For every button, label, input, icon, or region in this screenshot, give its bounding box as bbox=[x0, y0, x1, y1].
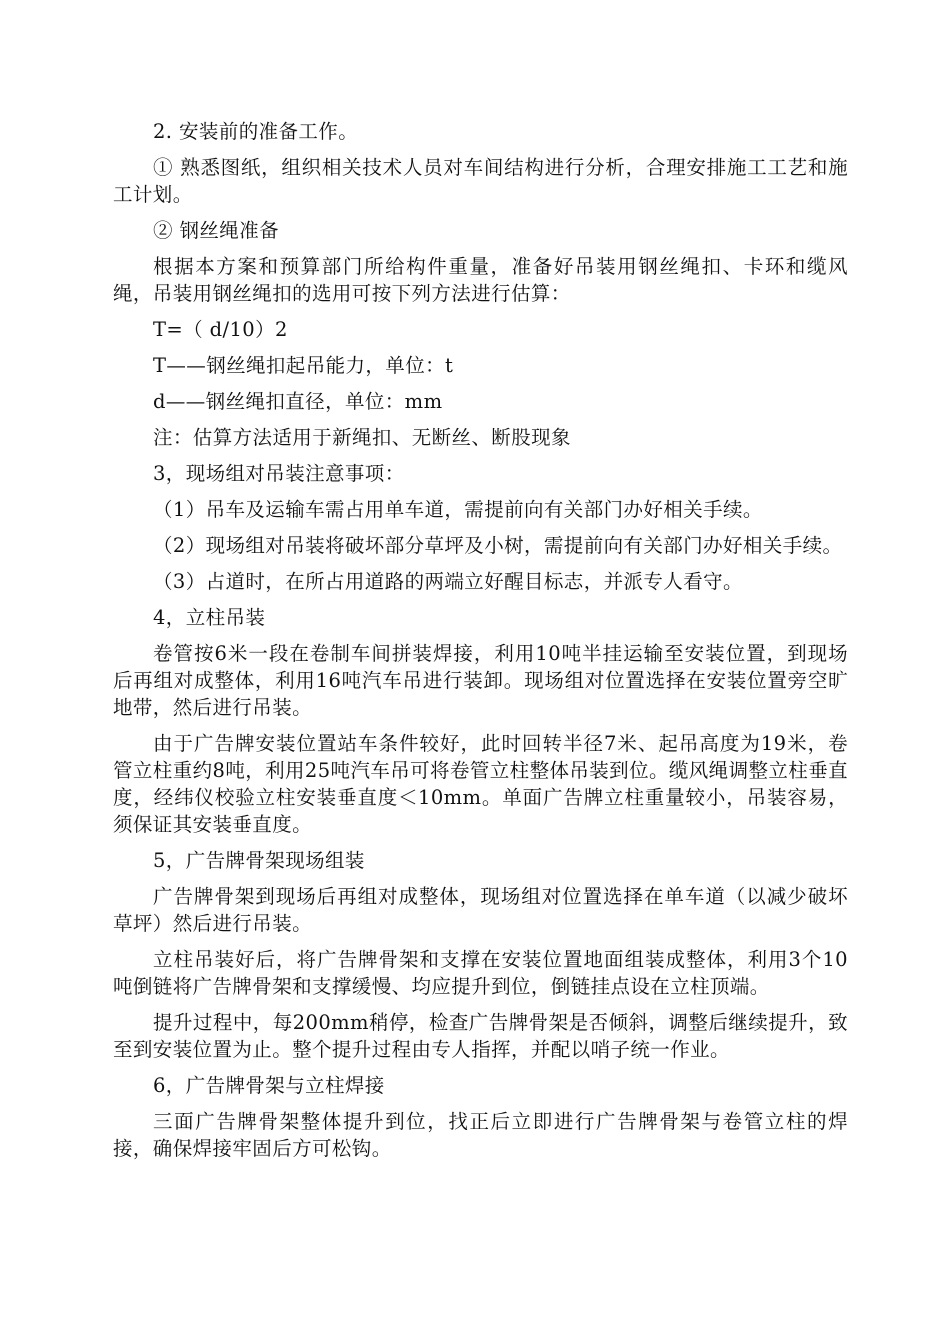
formula-def-d: d——钢丝绳扣直径，单位：mm bbox=[153, 390, 443, 413]
formula-line: T=（ d/10）2 bbox=[153, 318, 288, 341]
paragraph-wire-rope-prep: ② 钢丝绳准备 bbox=[153, 219, 279, 242]
paragraph-familiarize-drawings: ① 熟悉图纸，组织相关技术人员对车间结构进行分析，合理安排施工工艺和施工计划。 bbox=[113, 156, 848, 206]
section-heading-frame-assembly: 5，广告牌骨架现场组装 bbox=[153, 849, 365, 872]
list-item-3: （3）占道时，在所占用道路的两端立好醒目标志，并派专人看守。 bbox=[153, 570, 743, 593]
paragraph-welding: 三面广告牌骨架整体提升到位，找正后立即进行广告牌骨架与卷管立柱的焊接，确保焊接牢固后方可松钩。 bbox=[113, 1110, 848, 1160]
formula-def-t: T——钢丝绳扣起吊能力，单位：t bbox=[153, 354, 454, 377]
paragraph-coil-pipe: 卷管按6米一段在卷制车间拼装焊接，利用10吨半挂运输至安装位置，到现场后再组对成整体，利用16吨汽车吊进行装卸。现场组对位置选择在安装位置旁空旷地带，然后进行吊装。 bbox=[113, 642, 848, 719]
list-item-2: （2）现场组对吊装将破坏部分草坪及小树，需提前向有关部门办好相关手续。 bbox=[153, 534, 843, 557]
paragraph-billboard-position: 由于广告牌安装位置站车条件较好，此时回转半径7米、起吊高度为19米，卷管立柱重约8吨，利用25吨汽车吊可将卷管立柱整体吊装到位。缆风绳调整立柱垂直度，经纬仪校验立柱安装垂直度＜10mm。单面广告牌立柱重量较小，吊装容易，须保证其安装垂直度。 bbox=[113, 732, 848, 836]
paragraph-wire-rope-estimate: 根据本方案和预算部门所给构件重量，准备好吊装用钢丝绳扣、卡环和缆风绳，吊装用钢丝绳扣的选用可按下列方法进行估算： bbox=[113, 255, 848, 305]
paragraph-frame-onsite: 广告牌骨架到现场后再组对成整体，现场组对位置选择在单车道（以减少破坏草坪）然后进行吊装。 bbox=[113, 885, 848, 935]
section-heading-column-hoisting: 4，立柱吊装 bbox=[153, 606, 266, 629]
paragraph-lifting-process: 提升过程中，每200mm稍停，检查广告牌骨架是否倾斜，调整后继续提升，致至到安装位置为止。整个提升过程由专人指挥，并配以哨子统一作业。 bbox=[113, 1011, 848, 1061]
document-body bbox=[113, 118, 848, 1162]
section-heading-preparation: 2. 安装前的准备工作。 bbox=[153, 120, 359, 143]
section-heading-precautions: 3，现场组对吊装注意事项： bbox=[153, 462, 405, 485]
section-heading-welding: 6，广告牌骨架与立柱焊接 bbox=[153, 1074, 385, 1097]
paragraph-after-column: 立柱吊装好后，将广告牌骨架和支撑在安装位置地面组装成整体，利用3个10吨倒链将广告牌骨架和支撑缓慢、均应提升到位，倒链挂点设在立柱顶端。 bbox=[113, 948, 848, 998]
list-item-1: （1）吊车及运输车需占用单车道，需提前向有关部门办好相关手续。 bbox=[153, 498, 763, 521]
formula-note: 注：估算方法适用于新绳扣、无断丝、断股现象 bbox=[153, 426, 571, 449]
